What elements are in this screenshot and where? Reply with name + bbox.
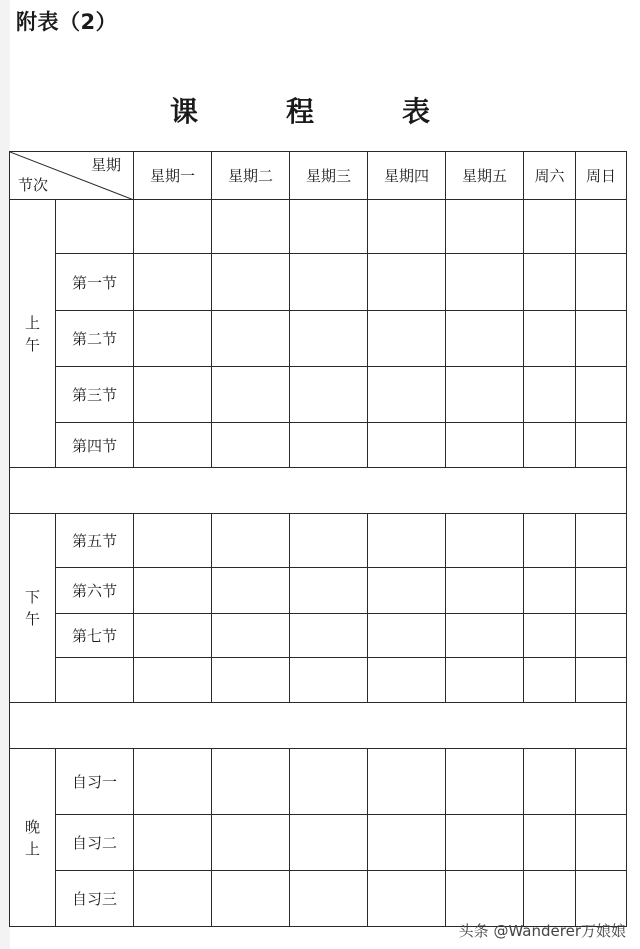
period-label: 第二节 (56, 311, 134, 367)
schedule-cell[interactable] (368, 568, 446, 614)
schedule-cell[interactable] (134, 614, 212, 658)
schedule-cell[interactable] (524, 815, 576, 871)
schedule-cell[interactable] (524, 568, 576, 614)
period-label: 第五节 (56, 514, 134, 568)
schedule-cell[interactable] (446, 311, 524, 367)
table-row (10, 200, 627, 254)
schedule-cell[interactable] (134, 514, 212, 568)
table-row (10, 514, 627, 568)
schedule-cell[interactable] (368, 423, 446, 468)
schedule-cell[interactable] (446, 871, 524, 927)
page-title: 课 程 表 (169, 95, 460, 128)
period-label: 自习二 (56, 815, 134, 871)
schedule-cell[interactable] (134, 311, 212, 367)
schedule-cell[interactable] (212, 614, 290, 658)
table-row (10, 254, 627, 311)
schedule-cell[interactable] (446, 815, 524, 871)
table-row (10, 658, 627, 703)
schedule-cell[interactable] (134, 749, 212, 815)
day-header-thu: 星期四 (368, 152, 446, 200)
schedule-cell[interactable] (134, 815, 212, 871)
period-label: 自习一 (56, 749, 134, 815)
period-label (56, 658, 134, 703)
schedule-cell[interactable] (212, 514, 290, 568)
schedule-cell[interactable] (446, 658, 524, 703)
schedule-cell[interactable] (576, 200, 627, 254)
schedule-cell[interactable] (290, 749, 368, 815)
schedule-cell[interactable] (212, 749, 290, 815)
schedule-cell[interactable] (212, 423, 290, 468)
schedule-cell[interactable] (134, 423, 212, 468)
break-row (10, 468, 627, 514)
break-row (10, 703, 627, 749)
watermark-text: 头条 @Wanderer万娘娘 (458, 922, 626, 940)
schedule-cell[interactable] (576, 815, 627, 871)
schedule-cell[interactable] (212, 367, 290, 423)
schedule-cell[interactable] (134, 200, 212, 254)
corner-label-weekday: 星期 (90, 156, 121, 174)
period-label: 自习三 (56, 871, 134, 927)
schedule-cell[interactable] (446, 367, 524, 423)
table-row (10, 367, 627, 423)
schedule-cell[interactable] (576, 871, 627, 927)
schedule-cell[interactable] (368, 514, 446, 568)
schedule-cell[interactable] (524, 514, 576, 568)
schedule-cell[interactable] (576, 311, 627, 367)
schedule-cell[interactable] (446, 514, 524, 568)
break-cell[interactable] (10, 703, 627, 749)
schedule-cell[interactable] (368, 749, 446, 815)
schedule-cell[interactable] (576, 423, 627, 468)
schedule-cell[interactable] (524, 871, 576, 927)
schedule-cell[interactable] (134, 658, 212, 703)
schedule-table (9, 151, 627, 927)
schedule-cell[interactable] (446, 254, 524, 311)
schedule-cell[interactable] (368, 871, 446, 927)
period-label: 第七节 (56, 614, 134, 658)
schedule-cell[interactable] (368, 658, 446, 703)
evening-section-label: 晚 上 (10, 749, 56, 927)
table-row (10, 311, 627, 367)
schedule-cell[interactable] (576, 514, 627, 568)
schedule-cell[interactable] (212, 568, 290, 614)
period-label: 第三节 (56, 367, 134, 423)
corner-label-period: 节次 (18, 176, 49, 194)
schedule-cell[interactable] (524, 254, 576, 311)
schedule-cell[interactable] (212, 200, 290, 254)
schedule-cell[interactable] (524, 614, 576, 658)
day-header-mon: 星期一 (134, 152, 212, 200)
schedule-cell[interactable] (290, 614, 368, 658)
header-row (10, 152, 627, 200)
schedule-cell[interactable] (290, 514, 368, 568)
schedule-cell[interactable] (524, 200, 576, 254)
corner-header-cell (10, 152, 134, 200)
appendix-label: 附表（2） (16, 10, 118, 34)
schedule-cell[interactable] (290, 815, 368, 871)
period-label (56, 200, 134, 254)
schedule-cell[interactable] (290, 871, 368, 927)
schedule-cell[interactable] (446, 749, 524, 815)
schedule-cell[interactable] (212, 658, 290, 703)
schedule-cell[interactable] (446, 614, 524, 658)
day-header-fri: 星期五 (446, 152, 524, 200)
schedule-cell[interactable] (576, 568, 627, 614)
schedule-cell[interactable] (368, 311, 446, 367)
break-cell[interactable] (10, 468, 627, 514)
schedule-cell[interactable] (524, 367, 576, 423)
schedule-cell[interactable] (290, 367, 368, 423)
schedule-cell[interactable] (446, 568, 524, 614)
period-label: 第四节 (56, 423, 134, 468)
schedule-cell[interactable] (524, 749, 576, 815)
schedule-cell[interactable] (368, 614, 446, 658)
schedule-cell[interactable] (368, 815, 446, 871)
schedule-cell[interactable] (576, 749, 627, 815)
morning-section-label: 上 午 (10, 200, 56, 468)
table-row (10, 614, 627, 658)
schedule-cell[interactable] (290, 311, 368, 367)
schedule-cell[interactable] (134, 254, 212, 311)
schedule-cell[interactable] (212, 815, 290, 871)
schedule-cell[interactable] (446, 423, 524, 468)
table-row (10, 568, 627, 614)
period-label: 第一节 (56, 254, 134, 311)
schedule-cell[interactable] (524, 311, 576, 367)
schedule-cell[interactable] (576, 614, 627, 658)
schedule-cell[interactable] (524, 423, 576, 468)
table-row (10, 749, 627, 815)
schedule-cell[interactable] (290, 254, 368, 311)
day-header-wed: 星期三 (290, 152, 368, 200)
schedule-cell[interactable] (134, 871, 212, 927)
period-label: 第六节 (56, 568, 134, 614)
schedule-cell[interactable] (290, 423, 368, 468)
schedule-cell[interactable] (290, 200, 368, 254)
schedule-cell[interactable] (368, 367, 446, 423)
day-header-sun: 周日 (576, 152, 627, 200)
schedule-cell[interactable] (368, 254, 446, 311)
schedule-cell[interactable] (524, 658, 576, 703)
schedule-cell[interactable] (446, 200, 524, 254)
schedule-cell[interactable] (290, 658, 368, 703)
table-row (10, 871, 627, 927)
schedule-cell[interactable] (134, 568, 212, 614)
schedule-cell[interactable] (576, 658, 627, 703)
schedule-cell[interactable] (576, 367, 627, 423)
afternoon-section-label: 下 午 (10, 514, 56, 703)
schedule-cell[interactable] (576, 254, 627, 311)
schedule-cell[interactable] (368, 200, 446, 254)
schedule-cell[interactable] (290, 568, 368, 614)
schedule-cell[interactable] (212, 311, 290, 367)
table-row (10, 815, 627, 871)
schedule-cell[interactable] (134, 367, 212, 423)
day-header-sat: 周六 (524, 152, 576, 200)
day-header-tue: 星期二 (212, 152, 290, 200)
schedule-cell[interactable] (212, 871, 290, 927)
schedule-cell[interactable] (212, 254, 290, 311)
table-row (10, 423, 627, 468)
